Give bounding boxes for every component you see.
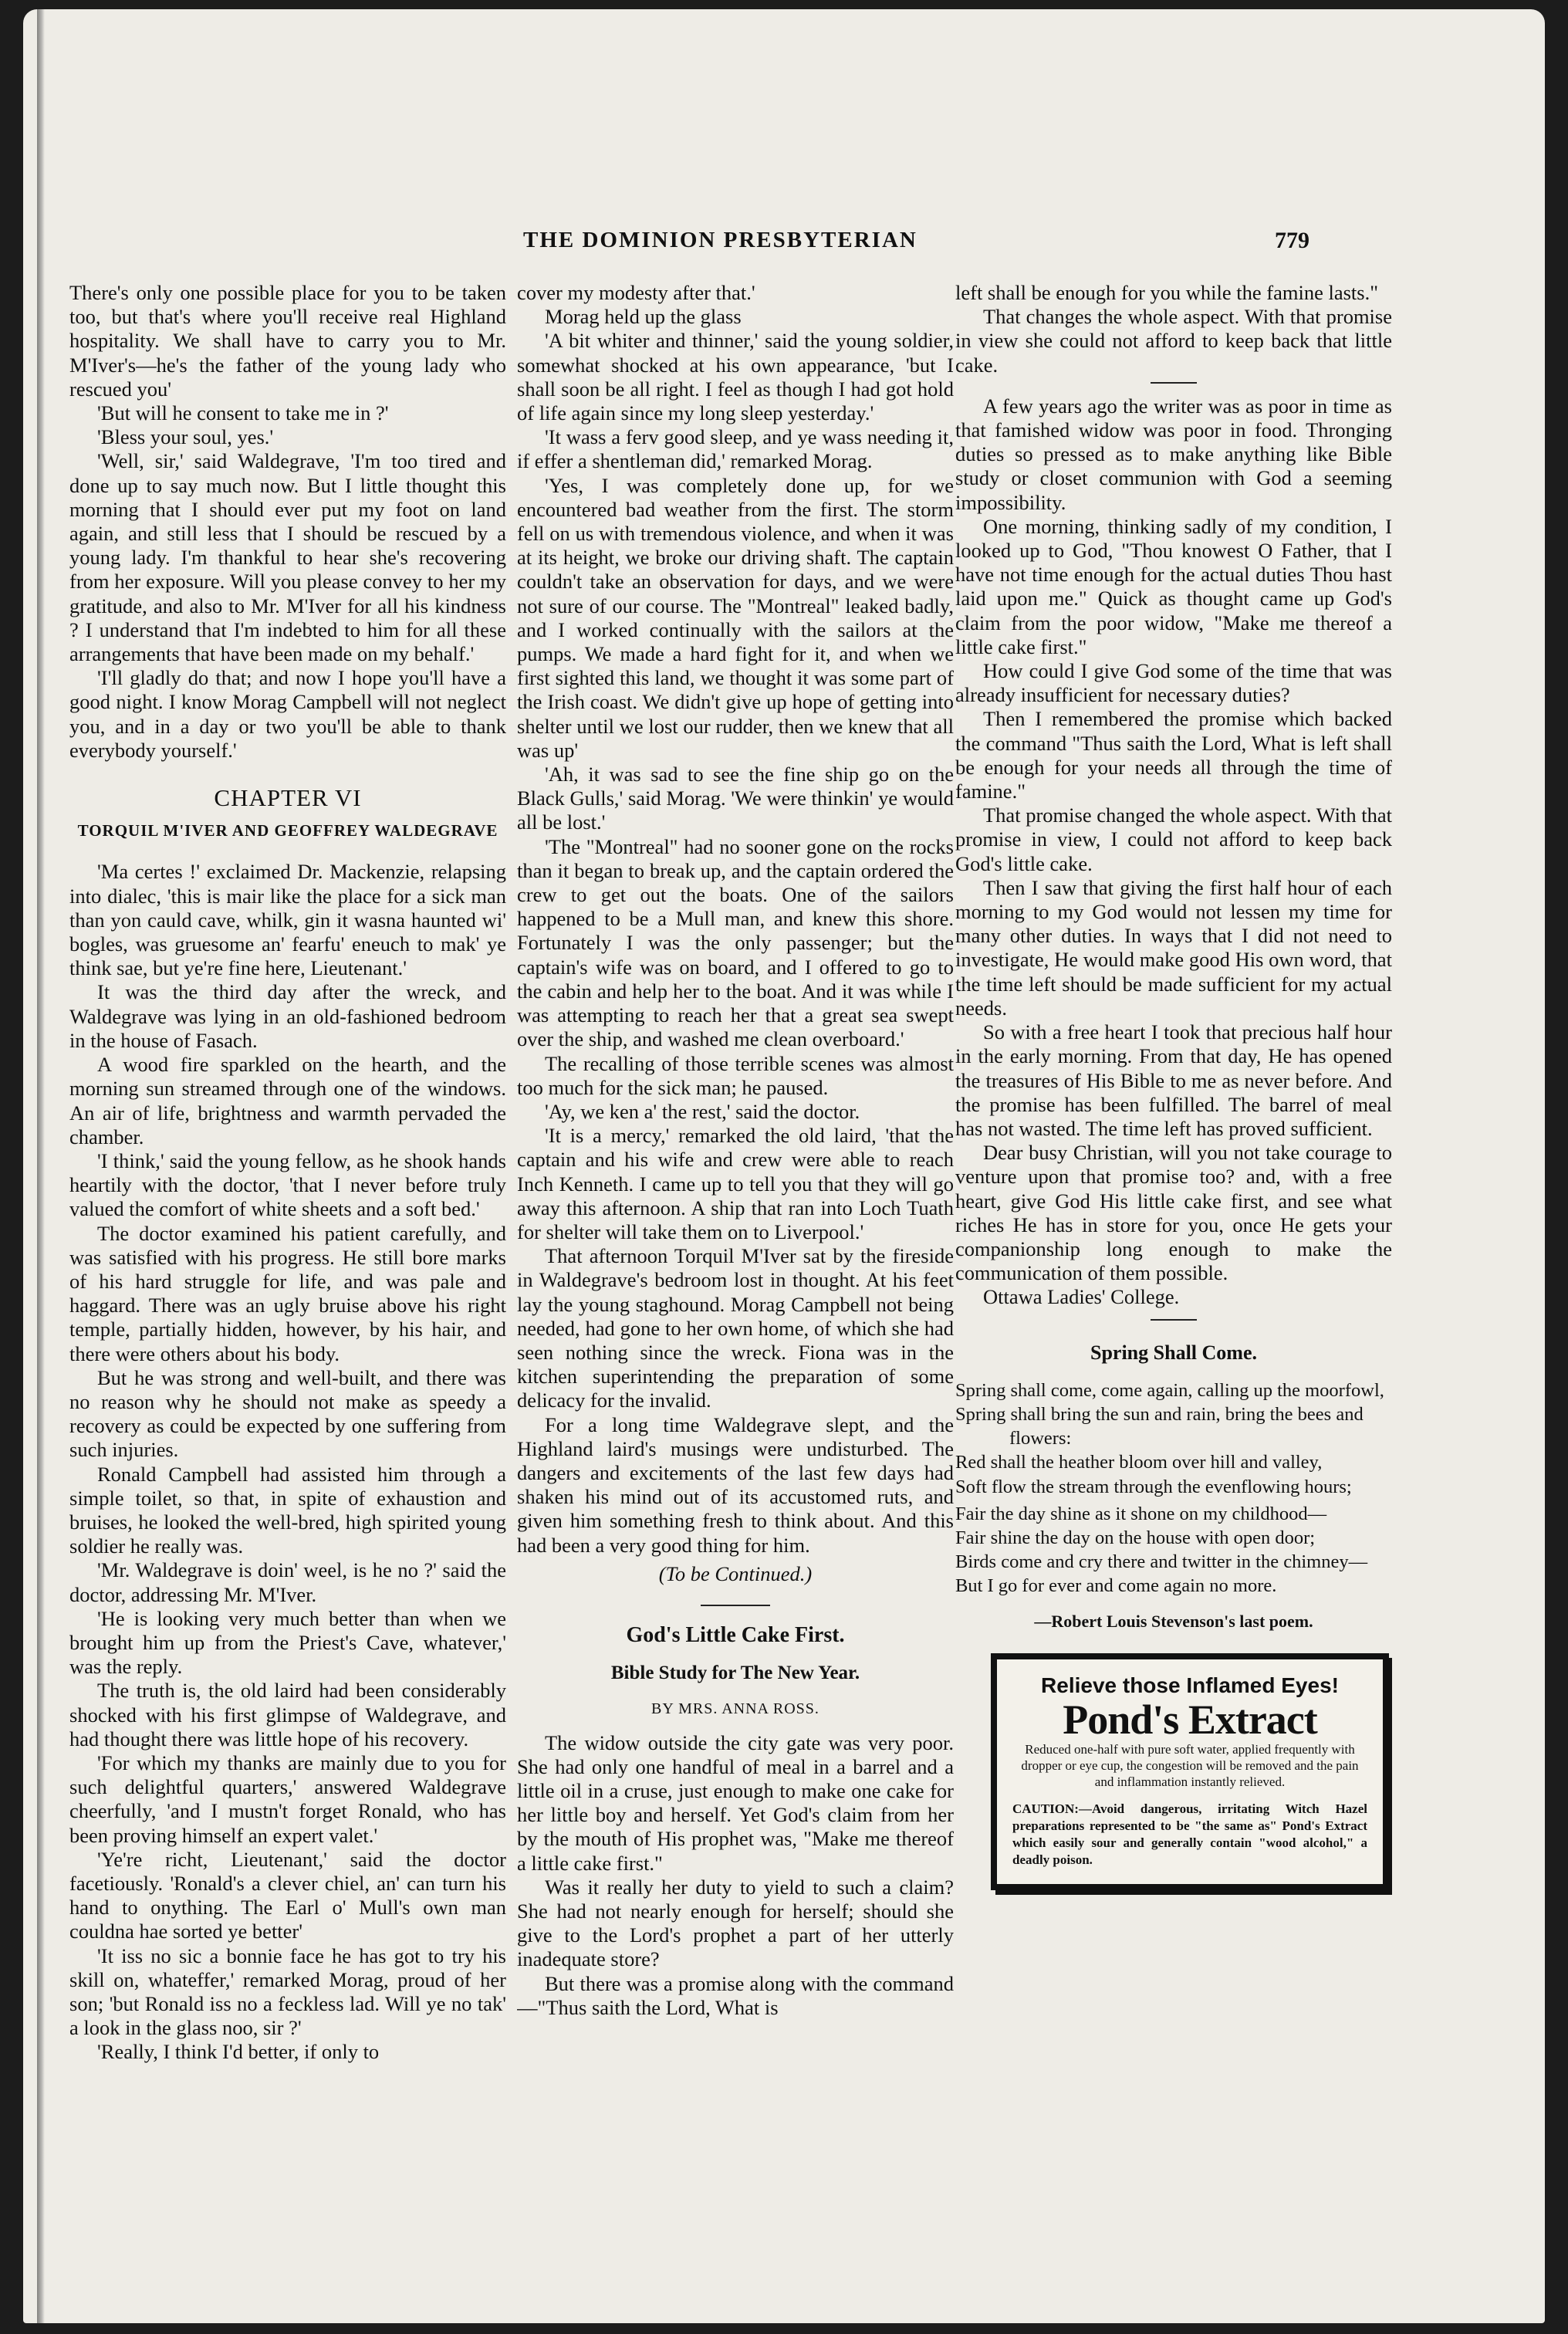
paragraph: 'It wass a ferv good sleep, and ye wass needing it, if effer a shentleman did,' remarked Morag. xyxy=(517,425,954,473)
page-header xyxy=(23,228,1545,262)
paragraph: 'Mr. Waldegrave is doin' weel, is he no ?' said the doctor, addressing Mr. M'Iver. xyxy=(69,1558,506,1606)
paragraph: But he was strong and well-built, and there was no reason why he should not make as speedy a recovery as could be expected by one suffering from such injuries. xyxy=(69,1365,506,1462)
paragraph: 'I think,' said the young fellow, as he shook hands heartily with the doctor, 'that I never before truly valued the comfort of white sheets and a soft bed.' xyxy=(69,1148,506,1221)
paragraph: The widow outside the city gate was very poor. She had only one handful of meal in a barrel and a little oil in a cruse, just enough to make one cake for her little boy and herself. Yet God's claim from her by the mouth of His prophet was, "Make me thereof a little cake first." xyxy=(517,1730,954,1875)
poem-line: Fair the day shine as it shone on my childhood— xyxy=(955,1503,1327,1524)
paragraph: Then I saw that giving the first half hour of each morning to my God would not lessen my time for many other duties. In ways that I did not need to investigate, He would make good His own word, that the time left should be made sufficient for my actual needs. xyxy=(955,875,1392,1020)
paragraph: That promise changed the whole aspect. With that promise in view, I could not afford to keep back God's little cake. xyxy=(955,803,1392,875)
paragraph: 'I'll gladly do that; and now I hope you'll have a good night. I know Morag Campbell will not neglect you, and in a day or two you'll be able to thank everybody yourself.' xyxy=(69,666,506,762)
to-be-continued: (To be Continued.) xyxy=(658,1561,813,1585)
paragraph: 'It iss no sic a bonnie face he has got to try his skill on, whateffer,' remarked Morag, proud of her son; 'but Ronald iss no a feckless lad. Will ye no tak' a look in the glass noo, sir ?' xyxy=(69,1943,506,2040)
divider xyxy=(701,1605,770,1606)
paragraph: The truth is, the old laird had been considerably shocked with his first glimpse of Waldegrave, and had thought there was little hope of his recovery. xyxy=(69,1679,506,1750)
paragraph: 'For which my thanks are mainly due to you for such delightful quarters,' answered Waldegrave cheerfully, 'and I mustn't forget Ronald, who has been proving himself an expert valet.' xyxy=(69,1750,506,1847)
paragraph: 'But will he consent to take me in ?' xyxy=(97,401,389,425)
paragraph: 'Ma certes !' exclaimed Dr. Mackenzie, relapsing into dialec, 'this is mair like the place for a sick man than yon cauld cave, whilk, gin it wasna haunted wi' bogles, was gruesome an' fearfu' eneuch to mak' ye think sae, but ye're fine here, Lieutenant.' xyxy=(69,860,506,980)
poem-credit: —Robert Louis Stevenson's last poem. xyxy=(1034,1611,1313,1631)
publication-title: THE DOMINION PRESBYTERIAN xyxy=(523,228,917,252)
poem xyxy=(955,1378,1392,1598)
paragraph: A few years ago the writer was as poor in time as that famished widow was poor in food. Thronging duties so pressed as to make anything like Bible study or closet communion with God a seeming impossibility. xyxy=(955,394,1392,514)
paragraph: 'Ye're richt, Lieutenant,' said the doctor facetiously. 'Ronald's a clever chiel, an' can turn his hand to onything. The Earl o' Mull's own man couldna hae sorted ye better' xyxy=(69,1847,506,1943)
ad-caution-text: CAUTION:—Avoid dangerous, irritating Witch Hazel preparations represented to be "the same as" Pond's Extract which easily sour and generally contain "wood alcohol," a deadly poison. xyxy=(1012,1801,1367,1868)
paragraph: left shall be enough for you while the famine lasts." xyxy=(955,281,1379,304)
divider xyxy=(1151,1319,1197,1321)
paragraph: That afternoon Torquil M'Iver sat by the fireside in Waldegrave's bedroom lost in thought. At his feet lay the young staghound. Morag Campbell not being needed, had gone to her own home, of which she had seen nothing since the wreck. Fiona was in the kitchen superintending the preparation of some delicacy for the invalid. xyxy=(517,1244,954,1412)
paragraph: 'It is a mercy,' remarked the old laird, 'that the captain and his wife and crew were able to reach Inch Kenneth. I came up to tell you that they will go away this afternoon. A ship that ran into Loch Tuath for shelter will take them on to Liverpool.' xyxy=(517,1124,954,1243)
paragraph: One morning, thinking sadly of my condition, I looked up to God, "Thou knowest O Father, that I have not time enough for the actual duties Thou hast laid upon me." Quick as thought came up God's claim from the poor widow, "Make me thereof a little cake first." xyxy=(955,514,1392,658)
paragraph: cover my modesty after that.' xyxy=(517,281,755,304)
paragraph: 'Ay, we ken a' the rest,' said the doctor. xyxy=(545,1099,860,1123)
column-3 xyxy=(955,281,1392,2257)
paragraph: 'He is looking very much better than when we brought him up from the Priest's Cave, whatever,' was the reply. xyxy=(69,1606,506,1679)
article-subtitle: Bible Study for The New Year. xyxy=(610,1663,860,1684)
poem-title: Spring Shall Come. xyxy=(1090,1341,1257,1364)
column-1 xyxy=(69,281,506,2257)
paragraph: So with a free heart I took that precious half hour in the early morning. From that day, He has opened the treasures of His Bible to me as never before. And the promise has been fulfilled. The barrel of meal has not wasted. The time left has proved sufficient. xyxy=(955,1020,1392,1140)
paragraph: The doctor examined his patient carefully, and was satisfied with his progress. He still bore marks of his hard struggle for life, and was pale and haggard. There was an ugly bruise above his right temple, partially hidden, however, by his hair, and there were others about his body. xyxy=(69,1221,506,1365)
poem-line: But I go for ever and come again no more. xyxy=(955,1575,1277,1597)
newspaper-page xyxy=(23,9,1545,2323)
paragraph: A wood fire sparkled on the hearth, and the morning sun streamed through one of the windows. An air of life, brightness and warmth pervaded the chamber. xyxy=(69,1053,506,1148)
paragraph: The recalling of those terrible scenes was almost too much for the sick man; he paused. xyxy=(517,1051,954,1099)
article-title: God's Little Cake First. xyxy=(626,1622,845,1647)
paragraph: Was it really her duty to yield to such a claim? She had not nearly enough for herself; should she give to the Lord's prophet a part of her utterly inadequate store? xyxy=(517,1875,954,1971)
paragraph: Morag held up the glass xyxy=(545,305,742,329)
paragraph: There's only one possible place for you to be taken too, but that's where you'll receive real Highland hospitality. We shall have to carry you to Mr. M'Iver's—he's the father of the young lady who rescued you' xyxy=(69,281,506,401)
paragraph: 'The "Montreal" had no sooner gone on the rocks than it began to break up, and the captain ordered the crew to get out the boats. One of the sailors happened to be a Mull man, and knew this shore. Fortunately I was the only passenger; but the captain's wife was on board, and I offered to go to the cabin and help her to the boat. And it was while I was attempting to reach her that a great sea swept over the ship, and washed me clean overboard.' xyxy=(517,834,954,1051)
ponds-extract-advertisement xyxy=(991,1653,1389,1890)
paragraph: 'Bless your soul, yes.' xyxy=(97,425,274,449)
poem-line: Red shall the heather bloom over hill and valley, xyxy=(955,1452,1323,1473)
paragraph: 'Yes, I was completely done up, for we encountered bad weather from the first. The storm fell on us with tremendous violence, and when it was at its height, we broke our driving shaft. The captain couldn't take an observation for days, and we were not sure of our course. The "Montreal" leaked badly, and I worked continually with the sailors at the pumps. We made a hard fight for it, and when we first sighted this land, we thought it was some part of the Irish coast. We didn't give up hope of getting into shelter until we lost our rudder, then we knew that all was up' xyxy=(517,473,954,762)
poem-line: Birds come and cry there and twitter in the chimney— xyxy=(955,1551,1368,1573)
ad-brand-name: Pond's Extract xyxy=(1063,1696,1317,1743)
paragraph: Ronald Campbell had assisted him through a simple toilet, so that, in spite of exhaustion and bruises, he looked the well-bred, high spirited young soldier he really was. xyxy=(69,1462,506,1558)
poem-line: Fair shine the day on the house with open door; xyxy=(955,1527,1316,1548)
paragraph: 'Really, I think I'd better, if only to xyxy=(97,2040,380,2064)
poem-line: Spring shall bring the sun and rain, bring the bees and flowers: xyxy=(955,1403,1364,1449)
ad-headline: Relieve those Inflamed Eyes! xyxy=(1041,1673,1339,1697)
paragraph: How could I give God some of the time that was already insufficient for necessary duties? xyxy=(955,659,1392,707)
paragraph: It was the third day after the wreck, and Waldegrave was lying in an old-fashioned bedroom in the house of Fasach. xyxy=(69,980,506,1052)
paragraph: Dear busy Christian, will you not take courage to venture upon that promise too? and, with a free heart, give God His little cake first, and see what riches He has in store for you, once He gets your companionship long enough to make the communication of them possible. xyxy=(955,1141,1392,1285)
page-binding-edge xyxy=(37,9,45,2323)
column-2 xyxy=(517,281,954,2257)
poem-line: Spring shall come, come again, calling up the moorfowl, xyxy=(955,1379,1384,1401)
paragraph: 'A bit whiter and thinner,' said the young soldier, somewhat shocked at his own appearance, 'but I shall soon be all right. I feel as though I had got hold of life again since my long sleep yesterday.' xyxy=(517,329,954,425)
ad-body-text: Reduced one-half with pure soft water, applied frequently with dropper or eye cup, the congestion will be removed and the pain and inflammation instantly relieved. xyxy=(1021,1742,1359,1790)
article-signature: Ottawa Ladies' College. xyxy=(983,1285,1180,1309)
paragraph: 'Ah, it was sad to see the fine ship go on the Black Gulls,' said Morag. 'We were thinkin' ye would all be lost.' xyxy=(517,763,954,834)
paragraph: For a long time Waldegrave slept, and the Highland laird's musings were undisturbed. The dangers and excitements of the last few days had shaken his mind out of its accustomed ruts, and given him something fresh to think about. And this had been a very good thing for him. xyxy=(517,1412,954,1557)
page-number: 779 xyxy=(1275,228,1309,253)
chapter-heading: CHAPTER VI xyxy=(214,784,362,812)
chapter-subtitle: TORQUIL M'IVER AND GEOFFREY WALDEGRAVE xyxy=(77,821,498,841)
article-byline: BY MRS. ANNA ROSS. xyxy=(651,1700,819,1718)
paragraph: But there was a promise along with the command—"Thus saith the Lord, What is xyxy=(517,1971,954,2019)
poem-line: Soft flow the stream through the evenflowing hours; xyxy=(955,1476,1352,1497)
divider xyxy=(1151,382,1197,384)
paragraph: Then I remembered the promise which backed the command "Thus saith the Lord, What is left shall be enough for your needs all through the time of famine." xyxy=(955,707,1392,803)
paragraph: That changes the whole aspect. With that promise in view she could not afford to keep back that little cake. xyxy=(955,305,1392,377)
paragraph: 'Well, sir,' said Waldegrave, 'I'm too tired and done up to say much now. But I little thought this morning that I should ever put my foot on land again, and still less that I should be rescued by a young lady. I'm thankful to hear she's recovering from her exposure. Will you please convey to her my gratitude, and also to Mr. M'Iver for all his kindness ? I understand that I'm indebted to him for all these arrangements that have been made on my behalf.' xyxy=(69,449,506,666)
